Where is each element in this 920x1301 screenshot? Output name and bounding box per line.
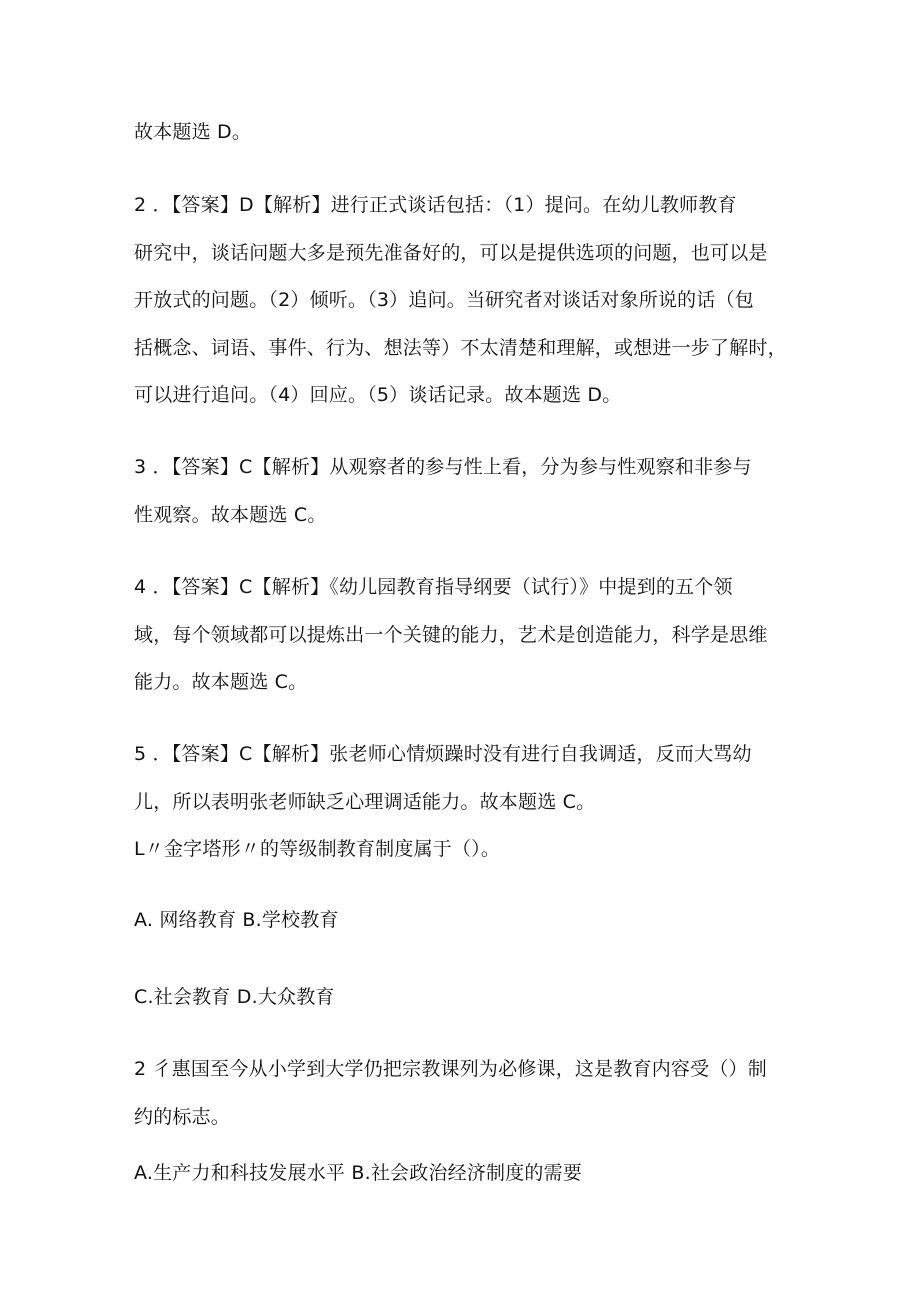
answer-2-line: 开放式的问题。（2）倾听。（3）追问。当研究者对谈话对象所说的话（包 (134, 289, 754, 311)
answer-5-line: 5 ．【答案】C【解析】张老师心情烦躁时没有进行自我调适，反而大骂幼 (134, 743, 752, 765)
question-2-stem-line: 2 彳惠国至今从小学到大学仍把宗教课列为必修课，这是教育内容受（）制 (134, 1058, 767, 1080)
question-1-options-ab: A. 网络教育 B.学校教育 (134, 909, 339, 931)
answer-3-line: 性观察。故本题选 C。 (134, 504, 327, 526)
answer-2-line: 可以进行追问。（4）回应。（5）谈话记录。故本题选 D。 (134, 384, 622, 406)
answer-4-line: 域，每个领域都可以提炼出一个关键的能力，艺术是创造能力，科学是思维 (134, 624, 768, 646)
question-1-options-cd: C.社会教育 D.大众教育 (134, 986, 335, 1008)
answer-4-line: 能力。故本题选 C。 (134, 671, 308, 693)
answer-2-line: 2 ．【答案】D【解析】进行正式谈话包括：（1）提问。在幼儿教师教育 (134, 194, 737, 216)
question-2-options-ab: A.生产力和科技发展水平 B.社会政治经济制度的需要 (134, 1162, 583, 1184)
answer-2-line: 研究中，谈话问题大多是预先准备好的，可以是提供选项的问题，也可以是 (134, 242, 768, 264)
answer-4-line: 4 ．【答案】C【解析】《幼儿园教育指导纲要（试行）》中提到的五个领 (134, 576, 733, 598)
question-1-stem: L〃金字塔形〃的等级制教育制度属于（）。 (134, 838, 501, 860)
answer-1-tail: 故本题选 D。 (134, 121, 252, 143)
answer-2-line: 括概念、词语、事件、行为、想法等）不太清楚和理解，或想进一步了解时， (134, 337, 787, 359)
question-2-stem-line: 约的标志。 (134, 1106, 231, 1128)
answer-5-line: 儿，所以表明张老师缺乏心理调适能力。故本题选 C。 (134, 791, 596, 813)
answer-3-line: 3 ．【答案】C【解析】从观察者的参与性上看，分为参与性观察和非参与 (134, 456, 752, 478)
